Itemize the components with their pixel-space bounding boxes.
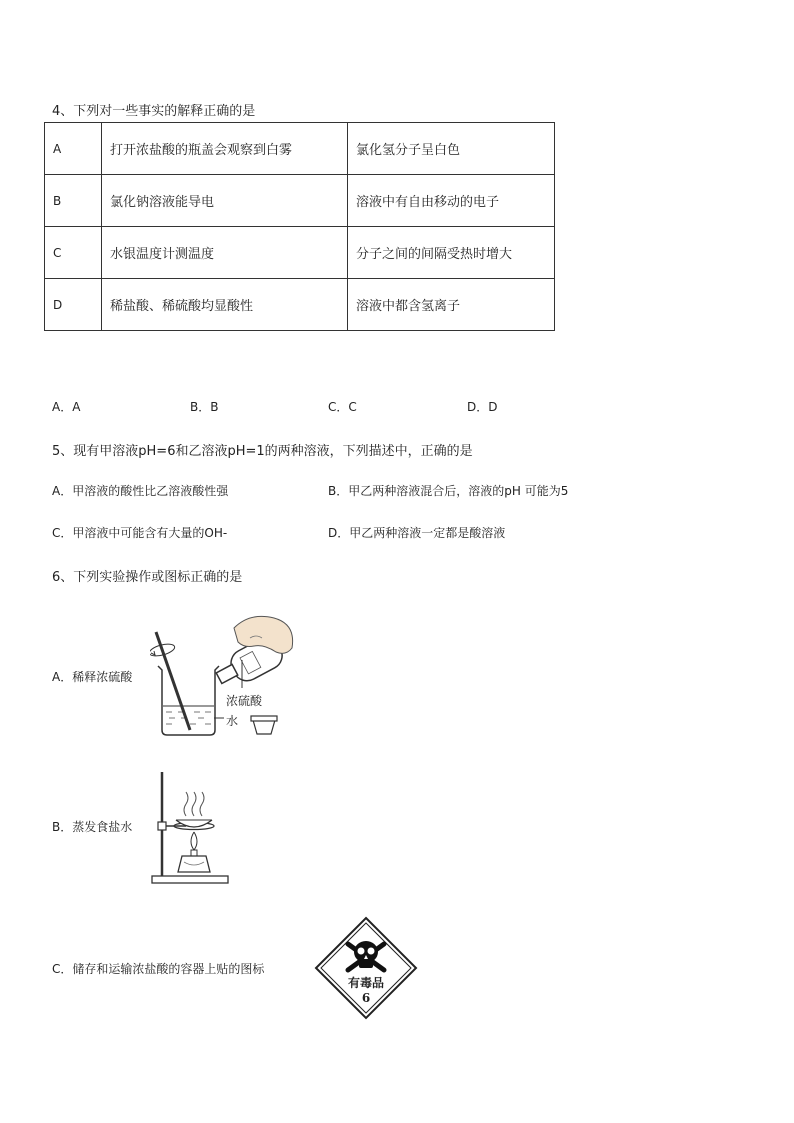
row-fact: 氯化钠溶液能导电 [102, 175, 348, 227]
q4-option-d[interactable]: D．D [467, 400, 498, 414]
q6-stem: 6、下列实验操作或图标正确的是 [52, 570, 243, 585]
row-fact: 打开浓盐酸的瓶盖会观察到白雾 [102, 123, 348, 175]
row-label: A [45, 123, 102, 175]
acid-label: 浓硫酸 [226, 694, 263, 708]
q6-option-b-label[interactable]: B．蒸发食盐水 [52, 820, 133, 834]
q5-option-b[interactable]: B．甲乙两种溶液混合后，溶液的pH 可能为5 [328, 484, 569, 498]
row-explain: 溶液中有自由移动的电子 [348, 175, 555, 227]
row-fact: 稀盐酸、稀硫酸均显酸性 [102, 279, 348, 331]
row-label: C [45, 227, 102, 279]
q6-option-c-label[interactable]: C．储存和运输浓盐酸的容器上贴的图标 [52, 962, 265, 976]
row-fact: 水银温度计测温度 [102, 227, 348, 279]
q5-option-d[interactable]: D．甲乙两种溶液一定都是酸溶液 [328, 526, 506, 540]
q4-option-c[interactable]: C．C [328, 400, 357, 414]
q4-option-a[interactable]: A．A [52, 400, 81, 414]
evaporation-illustration [148, 770, 238, 888]
row-label: B [45, 175, 102, 227]
q5-stem: 5、现有甲溶液pH=6和乙溶液pH=1的两种溶液，下列描述中，正确的是 [52, 444, 473, 459]
q5-option-a[interactable]: A．甲溶液的酸性比乙溶液酸性强 [52, 484, 229, 498]
table-row [45, 227, 555, 279]
table-row [45, 175, 555, 227]
q4-stem: 4、下列对一些事实的解释正确的是 [52, 104, 256, 119]
q6-option-a-label[interactable]: A．稀释浓硫酸 [52, 670, 133, 684]
table-row [45, 279, 555, 331]
q5-option-c[interactable]: C．甲溶液中可能含有大量的OH- [52, 526, 228, 540]
q4-option-b[interactable]: B．B [190, 400, 219, 414]
sign-text: 有毒品 [347, 976, 384, 990]
q4-table [44, 122, 555, 331]
row-explain: 溶液中都含氢离子 [348, 279, 555, 331]
row-explain: 分子之间的间隔受热时增大 [348, 227, 555, 279]
row-label: D [45, 279, 102, 331]
sign-number: 6 [361, 991, 371, 1005]
table-row [45, 123, 555, 175]
row-explain: 氯化氢分子呈白色 [348, 123, 555, 175]
water-label: 水 [226, 714, 239, 728]
